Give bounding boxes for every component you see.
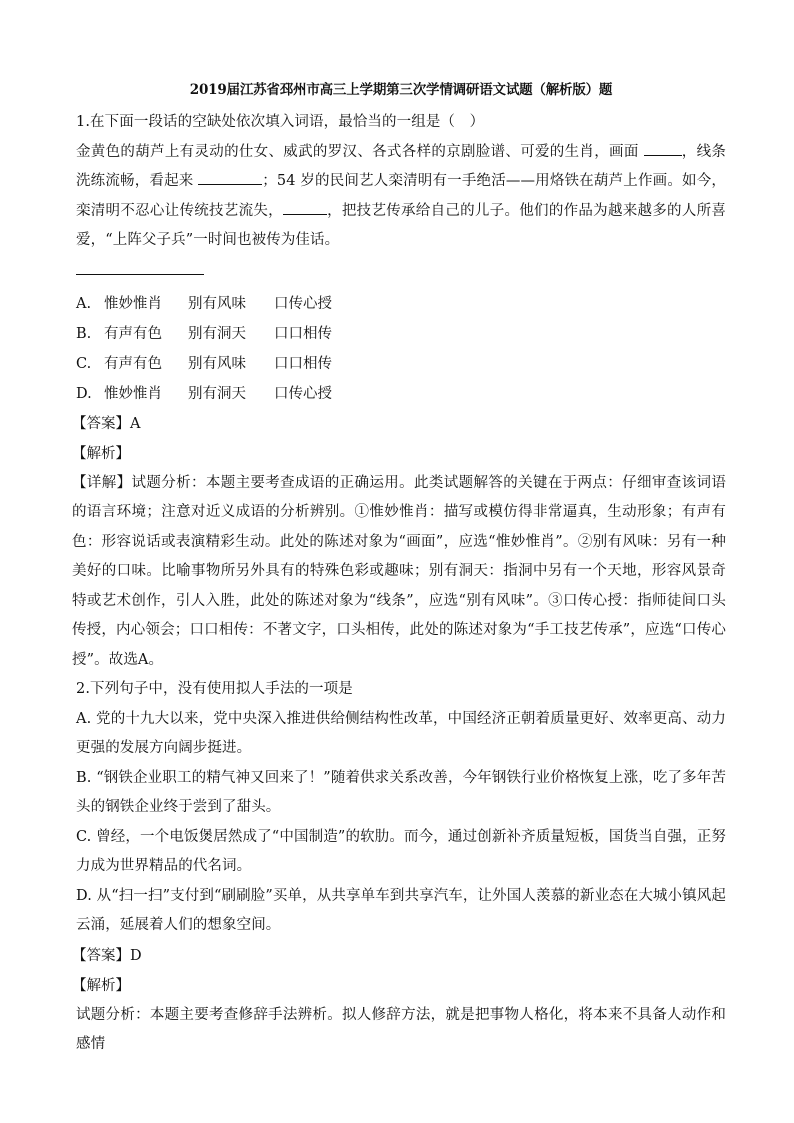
q1-passage-part-c: ；54 岁的民间艺人栾清明有一手绝活——用烙铁在葫芦上作画。如今，栾清明不忍心让传统技艺流失， (76, 173, 726, 219)
document-title: 2019届江苏省邳州市高三上学期第三次学情调研语文试题（解析版）题 (189, 82, 613, 98)
q1-option-d (76, 379, 726, 409)
blank-3 (283, 200, 327, 215)
option-choice-1: 惟妙惟肖 (104, 295, 162, 312)
option-choice-3: 口口相传 (274, 355, 332, 372)
q2-option-b: B. “钢铁企业职工的精气神又回来了！”随着供求关系改善，今年钢铁行业价格恢复上涨，吃了多年苦头的钢铁企业终于尝到了甜头。 (76, 769, 726, 815)
q1-option-c (76, 349, 726, 379)
option-choice-2: 别有洞天 (188, 385, 246, 402)
q1-option-b (76, 319, 726, 349)
q1-detail: 【详解】试题分析：本题主要考查成语的正确运用。此类试题解答的关键在于两点：仔细审查该词语的语言环境；注意对近义成语的分析辨别。①惟妙惟肖：描写或模仿得非常逼真，生动形象；有声有色：形容说话或表演精彩生动。此处的陈述对象为“画面”，应选“惟妙惟肖”。②别有风味：另有一种美好的口味。比喻事物所另外具有的特殊色彩或趣味；别有洞天：指洞中另有一个天地，形容风景奇特或艺术创作，引人入胜，此处的陈述对象为“线条”，应选“别有风味”。③口传心授：指师徒间口头传授，内心领会；口口相传：不著文字，口头相传，此处的陈述对象为“手工技艺传承”，应选“口传心授”。故选A。 (72, 474, 726, 668)
q1-passage-part-b: ，线条洗练流畅，看起来 (76, 143, 726, 189)
option-choice-1: 有声有色 (104, 355, 162, 372)
q1-analysis-heading: 【解析】 (72, 445, 130, 462)
document-page (72, 76, 727, 1060)
q2-stem: 2.下列句子中，没有使用拟人手法的一项是 (76, 681, 353, 697)
option-choice-2: 别有洞天 (188, 325, 246, 342)
option-choice-3: 口传心授 (274, 295, 332, 312)
option-choice-2: 别有风味 (188, 355, 246, 372)
q1-passage-part-a: 金黄色的葫芦上有灵动的仕女、威武的罗汉、各式各样的京剧脸谱、可爱的生肖，画面 (76, 143, 639, 160)
option-choice-2: 别有风味 (188, 295, 246, 312)
option-label: D. (76, 385, 92, 402)
q1-passage-part-d: ，把技艺传承给自己的儿子。他们的作品为越来越多的人所喜爱，“上阵父子兵”一时间也被传为佳话。 (76, 202, 727, 248)
option-label: C. (76, 355, 92, 372)
q1-passage (76, 138, 726, 256)
q1-option-a (76, 289, 726, 319)
option-label: A. (76, 295, 92, 312)
q2-option-c: C. 曾经，一个电饭煲居然成了“中国制造”的软肋。而今，通过创新补齐质量短板，国货当自强，正努力成为世界精品的代名词。 (76, 828, 726, 874)
blank-2 (198, 170, 262, 185)
q2-option-d: D. 从“扫一扫”支付到“刷刷脸”买单，从共享单车到共享汽车，让外国人羡慕的新业态在大城小镇风起云涌，延展着人们的想象空间。 (76, 887, 726, 933)
q2-answer: 【答案】D (72, 947, 142, 964)
option-choice-3: 口传心授 (274, 385, 332, 402)
q1-stem: 1.在下面一段话的空缺处依次填入词语，最恰当的一组是（ ） (76, 114, 485, 130)
blank-1 (644, 141, 682, 156)
q2-option-a: A. 党的十九大以来，党中央深入推进供给侧结构性改革，中国经济正朝着质量更好、效率更高、动力更强的发展方向阔步挺进。 (76, 710, 726, 756)
separator-line (76, 274, 204, 275)
option-choice-1: 惟妙惟肖 (104, 385, 162, 402)
q2-analysis-heading: 【解析】 (72, 977, 130, 994)
option-label: B. (76, 325, 92, 342)
option-choice-1: 有声有色 (104, 325, 162, 342)
q2-analysis: 试题分析：本题主要考查修辞手法辨析。拟人修辞方法，就是把事物人格化，将本来不具备人动作和感情 (76, 1006, 726, 1052)
q1-answer: 【答案】A (72, 415, 141, 432)
option-choice-3: 口口相传 (274, 325, 332, 342)
